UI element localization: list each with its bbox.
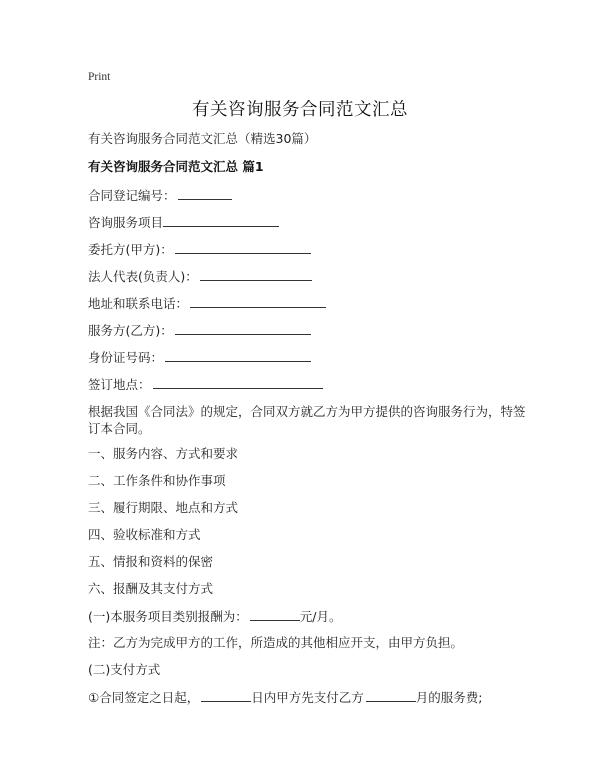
payment-heading: (二)支付方式 bbox=[88, 662, 161, 677]
clause-1: 一、服务内容、方式和要求 bbox=[88, 446, 239, 461]
blank-line bbox=[165, 349, 311, 362]
note-line: 注：乙方为完成甲方的工作，所造成的其他相应开支，由甲方负担。 bbox=[88, 635, 464, 650]
document-title: 有关咨询服务合同范文汇总 bbox=[192, 100, 408, 120]
field-label: 地址和联系电话： bbox=[88, 296, 189, 311]
clause-5: 五、情报和资料的保密 bbox=[88, 554, 214, 569]
blank-line bbox=[190, 295, 326, 308]
blank-line bbox=[153, 376, 323, 389]
clause-4: 四、验收标准和方式 bbox=[88, 527, 201, 542]
print-label: Print bbox=[88, 71, 111, 83]
field-label: 法人代表(负责人)： bbox=[88, 269, 198, 284]
field-contract-number bbox=[88, 187, 232, 204]
clause-3: 三、履行期限、地点和方式 bbox=[88, 500, 239, 515]
field-id-number bbox=[88, 349, 311, 366]
clause-2: 二、工作条件和协作事项 bbox=[88, 473, 226, 488]
blank-line bbox=[175, 241, 311, 254]
payment-part-3: 月的服务费; bbox=[415, 690, 483, 705]
field-provider-party-b bbox=[88, 322, 311, 339]
payment-part-1: ①合同签定之日起， bbox=[88, 690, 200, 705]
blank-line bbox=[250, 608, 300, 621]
fee-line bbox=[88, 608, 341, 625]
document-subtitle: 有关咨询服务合同范文汇总（精选30篇） bbox=[88, 131, 317, 146]
blank-line bbox=[178, 187, 232, 200]
field-label: 咨询服务项目 bbox=[88, 215, 164, 230]
field-signing-place bbox=[88, 376, 323, 393]
blank-line bbox=[200, 268, 312, 281]
blank-line bbox=[366, 689, 416, 702]
field-label: 合同登记编号： bbox=[88, 188, 176, 203]
field-label: 服务方(乙方)： bbox=[88, 323, 173, 338]
field-address-phone bbox=[88, 295, 326, 312]
section-heading: 有关咨询服务合同范文汇总 篇1 bbox=[88, 159, 264, 174]
payment-line bbox=[88, 689, 482, 706]
payment-part-2: 日内甲方先支付乙方 bbox=[251, 690, 364, 705]
field-label: 委托方(甲方)： bbox=[88, 242, 173, 257]
blank-line bbox=[201, 689, 251, 702]
clause-6: 六、报酬及其支付方式 bbox=[88, 581, 214, 596]
blank-line bbox=[175, 322, 311, 335]
field-label: 身份证号码： bbox=[88, 350, 164, 365]
field-client-party-a bbox=[88, 241, 311, 258]
intro-paragraph: 根据我国《合同法》的规定，合同双方就乙方为甲方提供的咨询服务行为，特签订本合同。 bbox=[88, 404, 526, 436]
fee-suffix: 元/月。 bbox=[299, 609, 342, 624]
field-legal-representative bbox=[88, 268, 312, 285]
field-label: 签订地点： bbox=[88, 377, 151, 392]
field-service-project bbox=[88, 214, 279, 231]
blank-line bbox=[163, 214, 279, 227]
fee-prefix: (一)本服务项目类别报酬为： bbox=[88, 609, 248, 624]
